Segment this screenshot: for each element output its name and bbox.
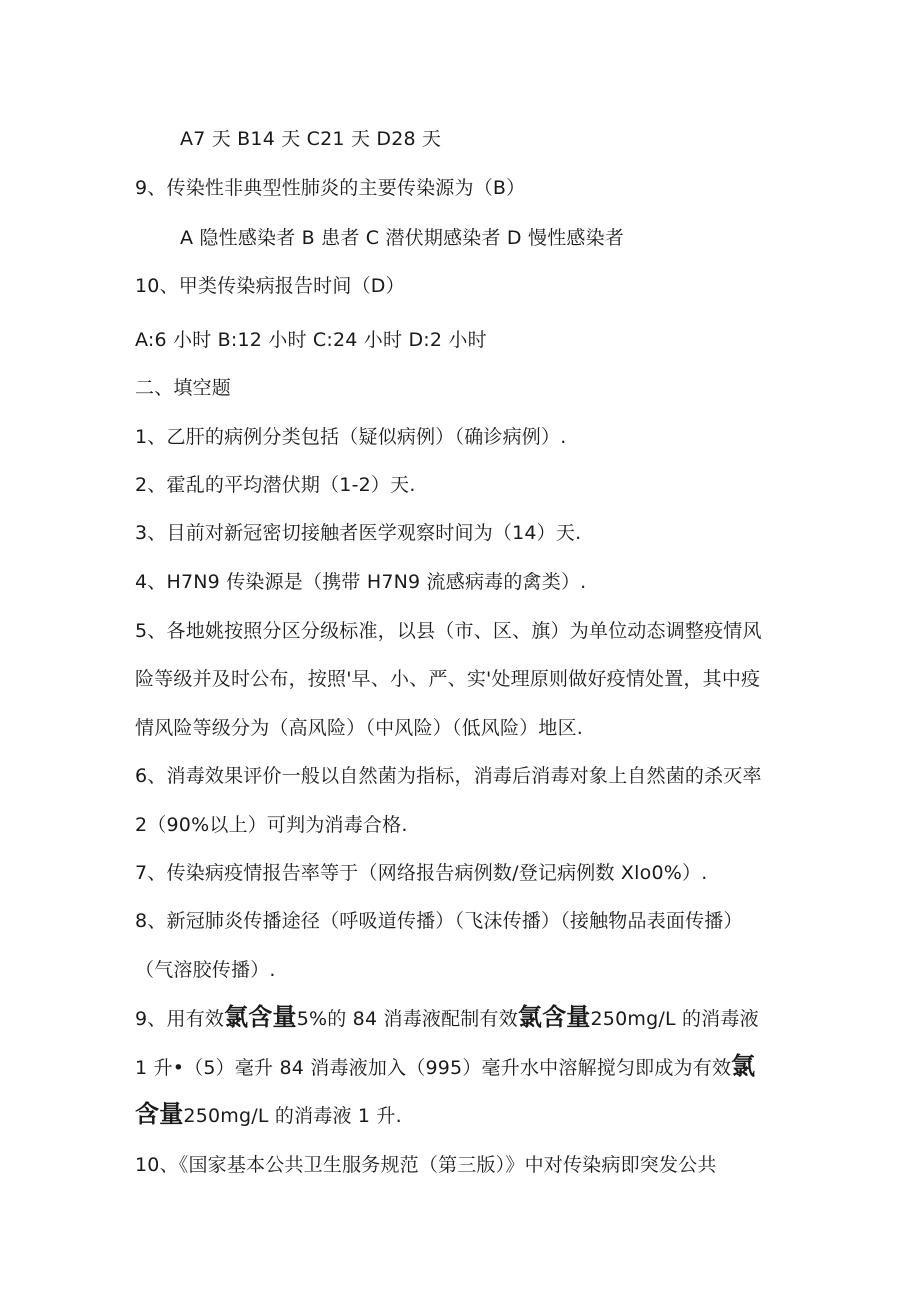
- q9-question: 9、传染性非典型性肺炎的主要传染源为（B）: [135, 177, 526, 199]
- q10-question: 10、甲类传染病报告时间（D）: [135, 275, 405, 297]
- fill-item-1: 1、乙肝的病例分类包括（疑似病例）（确诊病例）.: [135, 426, 567, 448]
- fill-item-9-emphasis: 氯: [731, 1051, 756, 1080]
- fill-item-5-line-2: 险等级并及时公布，按照'早、小、严、实'处理原则做好疫情处置，其中疫: [135, 668, 761, 690]
- q10-options: A:6 小时 B:12 小时 C:24 小时 D:2 小时: [135, 329, 487, 351]
- fill-item-10-line-1: 10、《国家基本公共卫生服务规范（第三版）》中对传染病即突发公共: [135, 1154, 717, 1176]
- fill-item-9-text: 250mg/L 的消毒液: [590, 1008, 759, 1030]
- fill-item-8-line-2: （气溶胶传播）.: [135, 959, 276, 981]
- fill-item-9-emphasis: 含量: [135, 1099, 184, 1128]
- fill-item-7: 7、传染病疫情报告率等于（网络报告病例数/登记病例数 Xlo0%）.: [135, 862, 708, 884]
- fill-item-9-line-3: [135, 1101, 402, 1129]
- fill-item-9-emphasis: 氯含量: [224, 1002, 297, 1031]
- fill-item-9-text: 9、用有效: [135, 1008, 225, 1030]
- fill-item-9-text: 5%的 84 消毒液配制有效: [296, 1008, 518, 1030]
- fill-item-5-line-3: 情风险等级分为（高风险）（中风险）（低风险）地区.: [135, 717, 584, 739]
- fill-item-3: 3、目前对新冠密切接触者医学观察时间为（14）天.: [135, 522, 582, 544]
- section-heading: 二、填空题: [135, 377, 232, 399]
- fill-item-8-line-1: 8、新冠肺炎传播途径（呼吸道传播）（飞沫传播）（接触物品表面传播）: [135, 910, 743, 932]
- fill-item-9-line-2: [135, 1053, 755, 1081]
- fill-item-9-text: 250mg/L 的消毒液 1 升.: [183, 1105, 402, 1127]
- q8-options: A7 天 B14 天 C21 天 D28 天: [180, 128, 442, 150]
- fill-item-6-line-1: 6、消毒效果评价一般以自然菌为指标，消毒后消毒对象上自然菌的杀灭率: [135, 765, 762, 787]
- q9-options: A 隐性感染者 B 患者 C 潜伏期感染者 D 慢性感染者: [180, 227, 625, 249]
- fill-item-6-line-2: 2（90%以上）可判为消毒合格.: [135, 814, 408, 836]
- fill-item-9-emphasis: 氯含量: [517, 1002, 591, 1031]
- fill-item-9-line-1: [135, 1004, 759, 1032]
- fill-item-5-line-1: 5、各地姚按照分区分级标准，以县（市、区、旗）为单位动态调整疫情风: [135, 620, 762, 642]
- fill-item-9-text: 1 升•（5）毫升 84 消毒液加入（995）毫升水中溶解搅匀即成为有效: [135, 1057, 732, 1079]
- fill-item-4: 4、H7N9 传染源是（携带 H7N9 流感病毒的禽类）.: [135, 571, 587, 593]
- fill-item-2: 2、霍乱的平均潜伏期（1-2）天.: [135, 474, 416, 496]
